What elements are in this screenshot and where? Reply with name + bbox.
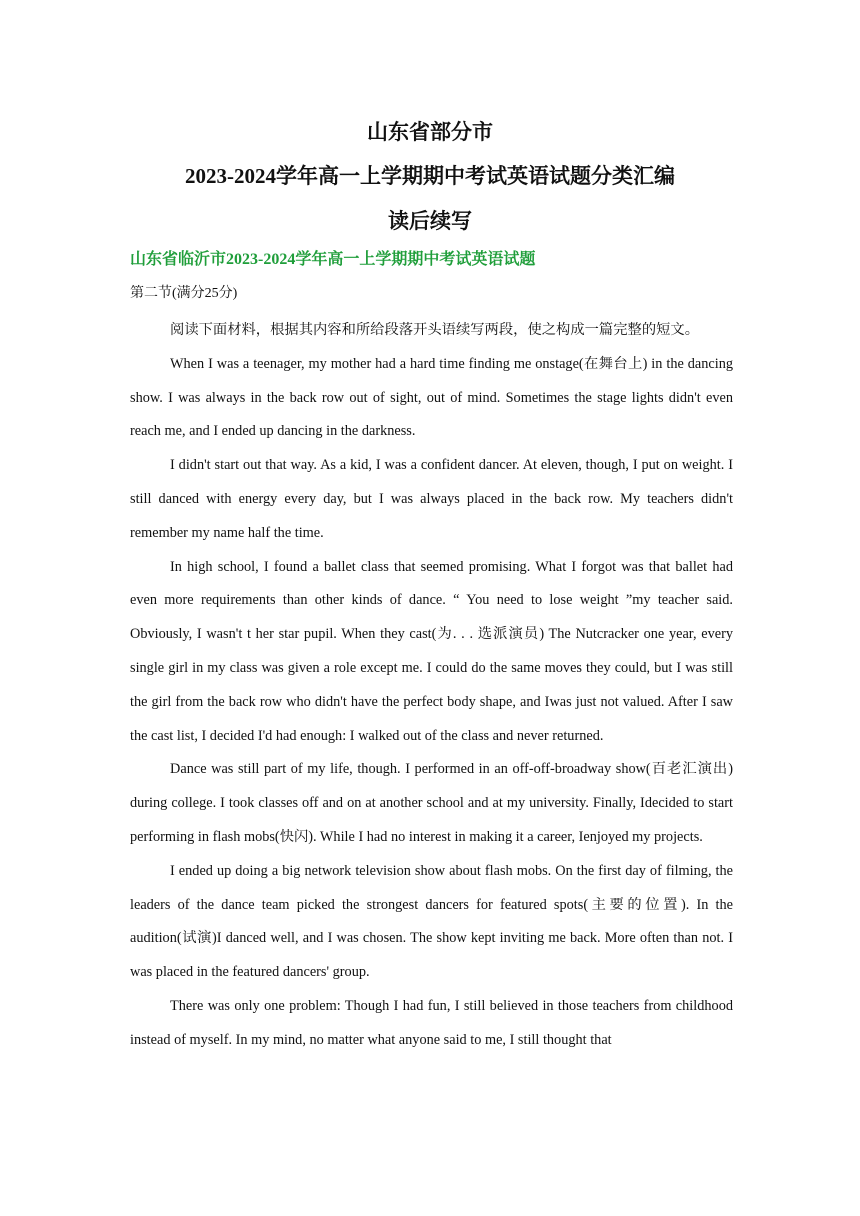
passage-paragraph: When I was a teenager, my mother had a hard time finding me onstage(在舞台上) in the dancing show. I was always in the back row out of sight, out of mind. Sometimes the stage lights didn't even reach me, and I ended up dancing in the darkness. bbox=[130, 355, 733, 440]
document-title-main: 2023-2024学年高一上学期期中考试英语试题分类汇编 bbox=[185, 164, 675, 188]
document-title-topic: 读后续写 bbox=[388, 209, 472, 233]
passage-paragraph: In high school, I found a ballet class that seemed promising. What I forgot was that ballet had even more requirements than other kinds of dance. “ You need to lose weight ”my teacher said. Obviously, I wasn't t her star pupil. When they cast(为. . . 选派演员) The Nutcracker one year, every single girl in my class was given a role except me. I could do the same moves they could, but I was still the girl from the back row who didn't have the perfect body shape, and Iwas just not valued. After I saw the cast list, I decided I'd had enough: I walked out of the class and never returned. bbox=[130, 558, 733, 744]
passage-paragraph: There was only one problem: Though I had fun, I still believed in those teachers from childhood instead of myself. In my mind, no matter what anyone said to me, I still thought that bbox=[130, 997, 733, 1048]
passage-paragraph: Dance was still part of my life, though. I performed in an off-off-broadway show(百老汇演出) during college. I took classes off and on at another school and at my university. Finally, Idecided to start performing in flash mobs(快闪). While I had no interest in making it a career, Ienjoyed my projects. bbox=[130, 761, 733, 845]
passage-body bbox=[130, 314, 733, 1058]
instruction-paragraph: 阅读下面材料，根据其内容和所给段落开头语续写两段，使之构成一篇完整的短文。 bbox=[170, 322, 700, 338]
passage-paragraph: I ended up doing a big network television show about flash mobs. On the first day of filming, the leaders of the dance team picked the strongest dancers for featured spots(主要的位置). In the audition(试演)I danced well, and I was chosen. The show kept inviting me back. More often than not. I was placed in the featured dancers' group. bbox=[130, 862, 733, 981]
section-score-note: 第二节(满分25分) bbox=[130, 286, 238, 301]
section-heading: 山东省临沂市2023-2024学年高一上学期期中考试英语试题 bbox=[130, 251, 536, 268]
passage-paragraph: I didn't start out that way. As a kid, I was a confident dancer. At eleven, though, I put on weight. I still danced with energy every day, but I was always placed in the back row. My teachers didn't remember my name half the time. bbox=[130, 457, 733, 541]
document-title-region: 山东省部分市 bbox=[367, 120, 493, 144]
